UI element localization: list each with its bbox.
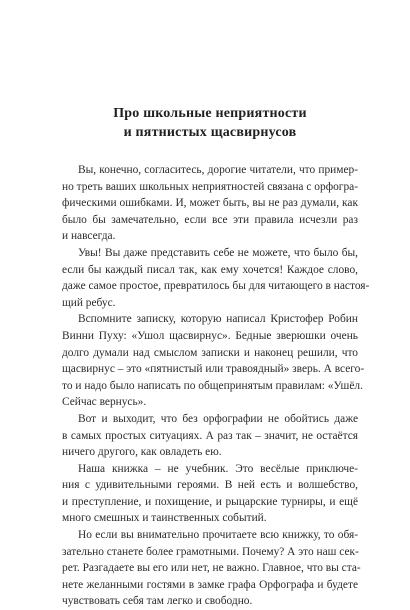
- paragraph: [62, 411, 358, 461]
- text-line: в самых простых ситуациях. А раз так – значит, не остаётся: [62, 429, 358, 442]
- chapter-title-line-1: Про школьные неприятности: [113, 106, 307, 121]
- paragraph: [62, 162, 358, 245]
- text-line: и навсегда.: [62, 230, 116, 243]
- text-line: ничего другого, как овладеть ею.: [62, 446, 222, 459]
- chapter-body: [62, 162, 370, 610]
- text-line: и преступление, и похищение, и рыцарские турниры, и ещё: [62, 495, 358, 508]
- text-line: даже самое простое, превратилось бы для читающего в настоя-: [62, 280, 370, 293]
- book-page: [62, 104, 370, 610]
- text-line: много смешных и таинственных событий.: [62, 512, 267, 525]
- text-line: Вспомните записку, которую написал Кристофер Робин: [78, 313, 358, 326]
- text-line: Винни Пуху: «Ушол щасвирнус». Бедные зверюшки очень: [62, 329, 358, 342]
- text-line: Вы, конечно, согласитесь, дорогие читатели, что пример-: [78, 164, 358, 176]
- paragraph: [62, 245, 370, 311]
- text-line: нете желанными гостями в замке графа Орфографа и будете: [62, 578, 358, 591]
- text-line: щасвирнус – это «пятнистый или травоядный» зверь. А всего-: [62, 363, 365, 376]
- chapter-title-line-2: и пятнистых щасвирнусов: [123, 125, 297, 140]
- text-line: то и надо было написать по общепринятым правилам: «Ушёл.: [62, 379, 363, 392]
- text-line: чувствовать себя там легко и свободно.: [62, 595, 253, 608]
- paragraph: [62, 461, 358, 527]
- text-line: если бы каждый писал так, как ему хочется! Каждое слово,: [62, 263, 358, 276]
- paragraph: [62, 311, 365, 411]
- text-line: Но если вы внимательно прочитаете всю книжку, то обя-: [78, 529, 358, 542]
- text-line: рет. Разгадаете вы его или нет, не важно. Главное, что вы ста-: [62, 562, 361, 575]
- text-line: долго думали над смыслом записки и наконец решили, что: [62, 346, 358, 359]
- text-line: щий ребус.: [62, 296, 116, 309]
- paragraph: [62, 527, 361, 610]
- text-line: было бы замечательно, если все эти правила исчезли раз: [62, 213, 358, 226]
- text-line: Увы! Вы даже представить себе не можете, что было бы,: [78, 246, 358, 259]
- text-line: но треть ваших школьных неприятностей связана с орфогра-: [62, 180, 358, 193]
- text-line: Наша книжка – не учебник. Это весёлые приключе-: [78, 462, 358, 475]
- chapter-title: [62, 104, 358, 142]
- text-line: Сейчас вернусь».: [62, 396, 147, 409]
- text-line: зательно станете более грамотными. Почему? А это наш сек-: [62, 545, 359, 558]
- text-line: Вот и выходит, что без орфографии не обойтись даже: [78, 412, 358, 425]
- text-line: ния с удивительными героями. В ней есть и волшебство,: [62, 479, 358, 492]
- text-line: фическими ошибками. И, может быть, вы не раз думали, как: [62, 197, 358, 210]
